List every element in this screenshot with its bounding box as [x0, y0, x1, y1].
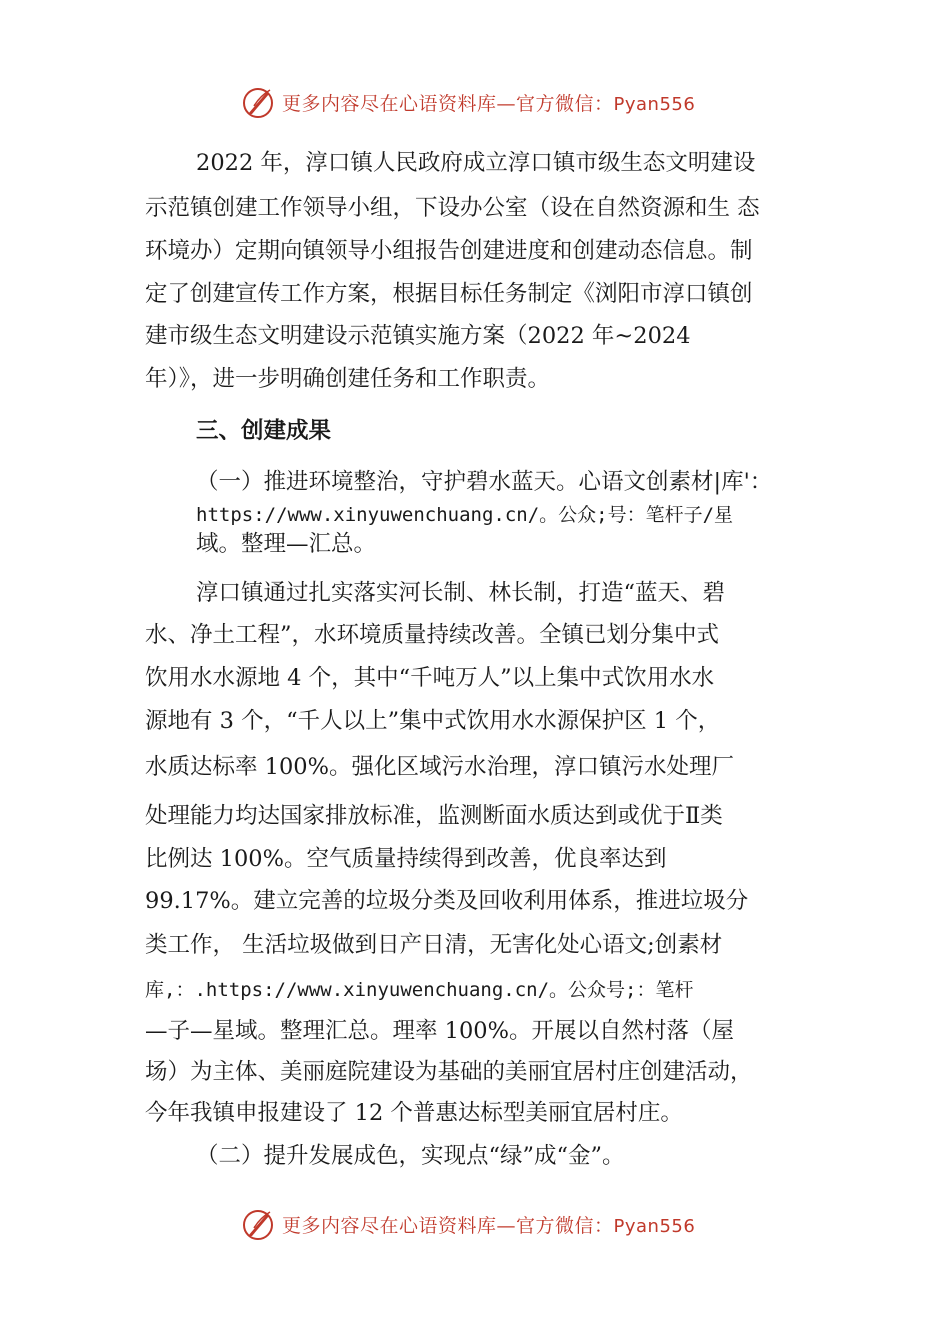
- text-line: 环境办）定期向镇领导小组报告创建进度和创建动态信息。制: [145, 238, 753, 264]
- watermark-wechat-id: Pyan556: [613, 93, 696, 115]
- text-line: 示范镇创建工作领导小组，下设办公室（设在自然资源和生 态: [145, 195, 760, 221]
- text-line: https://www.xinyuwenchuang.cn/。公众;号：笔杆子/星: [196, 504, 734, 526]
- text-line: 饮用水水源地 4 个，其中“千吨万人”以上集中式饮用水水: [145, 665, 715, 691]
- text-line: 处理能力均达国家排放标准，监测断面水质达到或优于Ⅱ类: [145, 803, 723, 829]
- text-line: 比例达 100%。空气质量持续得到改善，优良率达到: [145, 846, 667, 872]
- text-line: 建市级生态文明建设示范镇实施方案（2022 年~2024: [145, 323, 691, 349]
- quill-pen-logo-icon: [240, 84, 276, 120]
- text-line: 年）》，进一步明确创建任务和工作职责。: [145, 366, 551, 392]
- quill-pen-logo-icon: [240, 1206, 276, 1242]
- text-line: 水质达标率 100%。强化区域污水治理，淳口镇污水处理厂: [145, 754, 734, 780]
- text-line: 99.17%。建立完善的垃圾分类及回收利用体系，推进垃圾分: [145, 888, 749, 914]
- watermark-text: 更多内容尽在心语资料库—官方微信：Pyan556: [282, 1214, 696, 1237]
- text-line: 淳口镇通过扎实落实河长制、林长制，打造“蓝天、碧: [196, 580, 726, 606]
- watermark-header: [240, 82, 695, 122]
- text-line: 类工作， 生活垃圾做到日产日清，无害化处心语文;创素材: [145, 932, 723, 958]
- text-line: 域。整理—汇总。: [196, 531, 377, 557]
- text-line: 库,：.https://www.xinyuwenchuang.cn/。公众号;：笔杆: [145, 979, 694, 1001]
- text-line: 源地有 3 个，“千人以上”集中式饮用水水源保护区 1 个，: [145, 708, 721, 734]
- subsection-heading: （一）推进环境整治，守护碧水蓝天。心语文创素材|库'：: [196, 469, 773, 495]
- text-line: 今年我镇申报建设了 12 个普惠达标型美丽宜居村庄。: [145, 1100, 683, 1126]
- watermark-footer: [240, 1204, 695, 1244]
- section-heading: 三、创建成果: [196, 418, 332, 444]
- text-line: 水、净土工程”，水环境质量持续改善。全镇已划分集中式: [145, 622, 720, 648]
- watermark-text: 更多内容尽在心语资料库—官方微信：Pyan556: [282, 92, 696, 115]
- watermark-wechat-id: Pyan556: [613, 1215, 696, 1237]
- text-line: 2022 年，淳口镇人民政府成立淳口镇市级生态文明建设: [196, 150, 756, 176]
- text-line: —子—星域。整理汇总。理率 100%。开展以自然村落（屋: [145, 1018, 734, 1044]
- text-line: 场）为主体、美丽庭院建设为基础的美丽宜居村庄创建活动，: [145, 1059, 753, 1085]
- text-line: 定了创建宣传工作方案，根据目标任务制定《浏阳市淳口镇创: [145, 281, 753, 307]
- subsection-heading: （二）提升发展成色，实现点“绿”成“金”。: [196, 1143, 625, 1169]
